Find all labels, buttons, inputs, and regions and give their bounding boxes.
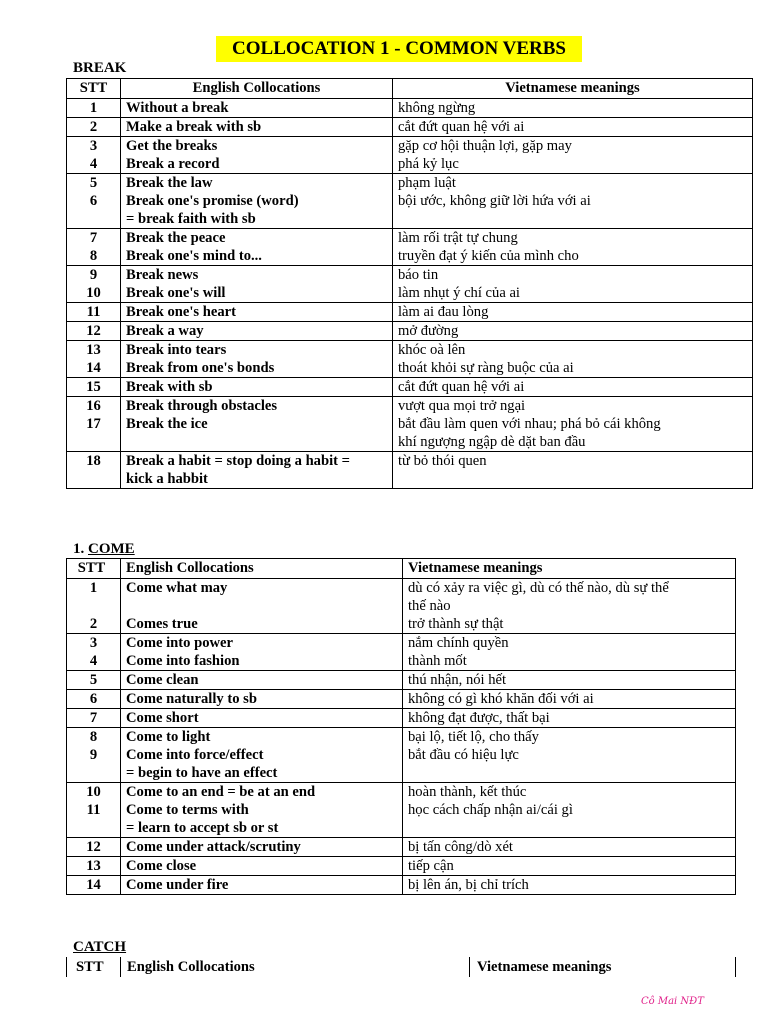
vietnamese-cell — [403, 783, 736, 838]
vietnamese-cell — [393, 322, 753, 341]
collocation-text: = break faith with sb — [126, 211, 256, 227]
section-label: COME — [88, 541, 135, 557]
meaning-text: cắt đứt quan hệ với ai — [398, 379, 525, 395]
come-table — [66, 558, 736, 895]
row-number: 3 — [89, 138, 98, 154]
english-header: English Collocations — [121, 559, 403, 579]
vietnamese-cell — [403, 634, 736, 671]
row-number: 9 — [89, 747, 98, 763]
row-number: 15 — [86, 379, 101, 395]
vietnamese-cell — [403, 876, 736, 895]
table-row — [67, 709, 736, 728]
meaning-text: bội ước, không giữ lời hứa với ai — [398, 193, 591, 209]
meaning-text: không ngừng — [398, 100, 476, 116]
row-number: 10 — [86, 285, 101, 301]
meaning-text: khóc oà lên — [398, 342, 466, 358]
meaning-text: mở đường — [398, 323, 459, 339]
vietnamese-header: Vietnamese meanings — [393, 79, 753, 99]
break-table-body — [67, 99, 753, 489]
row-number: 10 — [86, 784, 101, 800]
collocation-text: Get the breaks — [126, 138, 218, 154]
meaning-text: bắt đầu làm quen với nhau; phá bỏ cái không — [398, 416, 661, 432]
section-label-catch: CATCH — [73, 939, 127, 955]
collocation-text: Break news — [126, 267, 199, 283]
stt-cell — [67, 876, 121, 895]
table-row — [67, 671, 736, 690]
meaning-text: thành mốt — [408, 653, 467, 669]
vietnamese-cell — [393, 174, 753, 229]
collocation-text: Break a habit = stop doing a habit = — [126, 453, 350, 469]
row-number: 14 — [86, 360, 101, 376]
stt-header: STT — [67, 559, 121, 579]
table-row — [67, 322, 753, 341]
stt-cell — [67, 690, 121, 709]
english-cell — [121, 99, 393, 118]
collocation-text: Come what may — [126, 580, 228, 596]
collocation-text: Break from one's bonds — [126, 360, 275, 376]
stt-cell — [67, 266, 121, 303]
meaning-text: không đạt được, thất bại — [408, 710, 550, 726]
table-row — [67, 229, 753, 266]
stt-cell — [67, 118, 121, 137]
vietnamese-cell — [393, 397, 753, 452]
stt-cell — [67, 174, 121, 229]
collocation-text: kick a habbit — [126, 471, 208, 487]
stt-cell — [67, 579, 121, 634]
table-row — [67, 99, 753, 118]
row-number: 5 — [89, 175, 98, 191]
row-number: 2 — [89, 119, 98, 135]
collocation-text: Break through obstacles — [126, 398, 278, 414]
meaning-text: bắt đầu có hiệu lực — [408, 747, 519, 763]
stt-cell — [67, 634, 121, 671]
meaning-text: thế nào — [408, 598, 451, 614]
row-number: 17 — [86, 416, 101, 432]
english-cell — [121, 341, 393, 378]
collocation-text: Break one's promise (word) — [126, 193, 299, 209]
vietnamese-header: Vietnamese meanings — [403, 559, 736, 579]
meaning-text: trở thành sự thật — [408, 616, 504, 632]
row-number: 8 — [89, 248, 98, 264]
vietnamese-cell — [393, 341, 753, 378]
stt-cell — [67, 99, 121, 118]
collocation-text: Come into force/effect — [126, 747, 264, 763]
page-title: COLLOCATION 1 - COMMON VERBS — [216, 36, 582, 62]
english-cell — [121, 174, 393, 229]
meaning-text: bị tấn công/dò xét — [408, 839, 513, 855]
english-cell — [121, 690, 403, 709]
collocation-text: Break a way — [126, 323, 204, 339]
meaning-text: phá kỷ lục — [398, 156, 459, 172]
table-row — [67, 690, 736, 709]
table-row — [67, 452, 753, 489]
row-number: 9 — [89, 267, 98, 283]
vietnamese-cell — [403, 579, 736, 634]
collocation-text: Come to an end = be at an end — [126, 784, 316, 800]
row-number: 12 — [86, 839, 101, 855]
meaning-text: gặp cơ hội thuận lợi, gặp may — [398, 138, 572, 154]
meaning-text: bại lộ, tiết lộ, cho thấy — [408, 729, 539, 745]
row-number: 1 — [89, 100, 98, 116]
meaning-text: khí ngượng ngập dè dặt ban đầu — [398, 434, 586, 450]
row-number: 4 — [89, 156, 98, 172]
vietnamese-cell — [393, 378, 753, 397]
vietnamese-cell — [393, 266, 753, 303]
row-number: 6 — [89, 193, 98, 209]
break-table — [66, 78, 753, 489]
table-row — [67, 634, 736, 671]
english-cell — [121, 634, 403, 671]
stt-cell — [67, 671, 121, 690]
stt-cell — [67, 728, 121, 783]
meaning-text: từ bỏ thói quen — [398, 453, 487, 469]
section-label-come — [73, 541, 135, 557]
meaning-text: hoàn thành, kết thúc — [408, 784, 527, 800]
english-header: English Collocations — [127, 959, 255, 975]
row-number: 12 — [86, 323, 101, 339]
collocation-text: Break the peace — [126, 230, 226, 246]
table-row — [67, 118, 753, 137]
english-cell — [121, 579, 403, 634]
table-row — [67, 137, 753, 174]
vietnamese-cell — [393, 118, 753, 137]
english-header: English Collocations — [121, 79, 393, 99]
section-number: 1. — [73, 541, 85, 557]
english-cell — [121, 671, 403, 690]
vietnamese-cell — [393, 229, 753, 266]
collocation-text: Break one's heart — [126, 304, 236, 320]
table-row — [67, 783, 736, 838]
row-number: 8 — [89, 729, 98, 745]
english-cell — [121, 876, 403, 895]
collocation-text: Break with sb — [126, 379, 213, 395]
meaning-text: phạm luật — [398, 175, 456, 191]
stt-cell — [67, 452, 121, 489]
english-cell — [121, 728, 403, 783]
row-number: 11 — [86, 304, 101, 320]
meaning-text: nắm chính quyền — [408, 635, 509, 651]
stt-header: STT — [76, 959, 104, 975]
collocation-text: Come short — [126, 710, 199, 726]
row-number: 5 — [89, 672, 98, 688]
table-row — [67, 857, 736, 876]
come-table-body — [67, 579, 736, 895]
collocation-text: Come to light — [126, 729, 211, 745]
table-header-row — [67, 559, 736, 579]
english-cell — [121, 783, 403, 838]
english-cell — [121, 137, 393, 174]
collocation-text: Break the law — [126, 175, 213, 191]
row-number: 14 — [86, 877, 101, 893]
vietnamese-cell — [393, 137, 753, 174]
english-cell — [121, 857, 403, 876]
english-cell — [121, 397, 393, 452]
section-label-break: BREAK — [73, 60, 127, 76]
stt-cell — [67, 229, 121, 266]
collocation-text: Break a record — [126, 156, 220, 172]
table-header-row — [67, 79, 753, 99]
row-number: 6 — [89, 691, 98, 707]
english-cell — [121, 378, 393, 397]
english-cell — [121, 838, 403, 857]
vietnamese-cell — [403, 709, 736, 728]
meaning-text: học cách chấp nhận ai/cái gì — [408, 802, 573, 818]
collocation-text: = learn to accept sb or st — [126, 820, 279, 836]
collocation-text: Come under fire — [126, 877, 229, 893]
meaning-text: dù có xảy ra việc gì, dù có thế nào, dù sự thể — [408, 580, 669, 596]
stt-cell — [67, 378, 121, 397]
collocation-text: Come close — [126, 858, 197, 874]
vietnamese-cell — [393, 99, 753, 118]
vietnamese-cell — [393, 303, 753, 322]
collocation-text: Come under attack/scrutiny — [126, 839, 301, 855]
english-cell — [121, 118, 393, 137]
meaning-text: tiếp cận — [408, 858, 454, 874]
vietnamese-cell — [393, 452, 753, 489]
catch-table-header — [66, 957, 736, 977]
meaning-text: truyền đạt ý kiến của mình cho — [398, 248, 579, 264]
english-cell — [121, 229, 393, 266]
meaning-text: cắt đứt quan hệ với ai — [398, 119, 525, 135]
english-cell — [121, 303, 393, 322]
table-row — [67, 174, 753, 229]
collocation-text: Come into power — [126, 635, 234, 651]
collocation-text: Break one's mind to... — [126, 248, 262, 264]
table-row — [67, 266, 753, 303]
meaning-text: thú nhận, nói hết — [408, 672, 507, 688]
row-number: 1 — [89, 580, 98, 596]
meaning-text: vượt qua mọi trở ngại — [398, 398, 526, 414]
row-number: 2 — [89, 616, 98, 632]
collocation-text: Break one's will — [126, 285, 226, 301]
meaning-text: báo tin — [398, 267, 439, 283]
row-number: 16 — [86, 398, 101, 414]
row-number: 4 — [89, 653, 98, 669]
author-signature: Cô Mai NĐT — [641, 996, 704, 1007]
collocation-text: Break into tears — [126, 342, 227, 358]
stt-cell — [67, 341, 121, 378]
stt-header: STT — [67, 79, 121, 99]
table-row — [67, 303, 753, 322]
collocation-text: Without a break — [126, 100, 229, 116]
stt-cell — [67, 397, 121, 452]
row-number: 3 — [89, 635, 98, 651]
vietnamese-cell — [403, 728, 736, 783]
table-row — [67, 397, 753, 452]
stt-cell — [67, 303, 121, 322]
english-cell — [121, 709, 403, 728]
collocation-text: Come to terms with — [126, 802, 249, 818]
stt-cell — [67, 838, 121, 857]
row-number: 7 — [89, 710, 98, 726]
row-number: 13 — [86, 858, 101, 874]
meaning-text: thoát khỏi sự ràng buộc của ai — [398, 360, 574, 376]
meaning-text: bị lên án, bị chỉ trích — [408, 877, 529, 893]
row-number: 13 — [86, 342, 101, 358]
vietnamese-cell — [403, 857, 736, 876]
english-cell — [121, 322, 393, 341]
vietnamese-cell — [403, 838, 736, 857]
collocation-text: Come into fashion — [126, 653, 240, 669]
table-row — [67, 378, 753, 397]
collocation-text: = begin to have an effect — [126, 765, 278, 781]
collocation-text: Come clean — [126, 672, 199, 688]
collocation-text: Come naturally to sb — [126, 691, 257, 707]
table-row — [67, 728, 736, 783]
table-row — [67, 876, 736, 895]
meaning-text: không có gì khó khăn đối với ai — [408, 691, 594, 707]
row-number: 18 — [86, 453, 101, 469]
stt-cell — [67, 322, 121, 341]
row-number: 7 — [89, 230, 98, 246]
collocation-text: Break the ice — [126, 416, 208, 432]
vietnamese-header: Vietnamese meanings — [477, 959, 612, 975]
vietnamese-cell — [403, 690, 736, 709]
table-row — [67, 838, 736, 857]
table-row — [67, 341, 753, 378]
english-cell — [121, 452, 393, 489]
stt-cell — [67, 857, 121, 876]
collocation-text: Make a break with sb — [126, 119, 262, 135]
meaning-text: làm rối trật tự chung — [398, 230, 518, 246]
stt-cell — [67, 783, 121, 838]
vietnamese-cell — [403, 671, 736, 690]
meaning-text: làm ai đau lòng — [398, 304, 489, 320]
table-row — [67, 579, 736, 634]
row-number: 11 — [86, 802, 101, 818]
english-cell — [121, 266, 393, 303]
collocation-text: Comes true — [126, 616, 198, 632]
meaning-text: làm nhụt ý chí của ai — [398, 285, 520, 301]
stt-cell — [67, 709, 121, 728]
stt-cell — [67, 137, 121, 174]
